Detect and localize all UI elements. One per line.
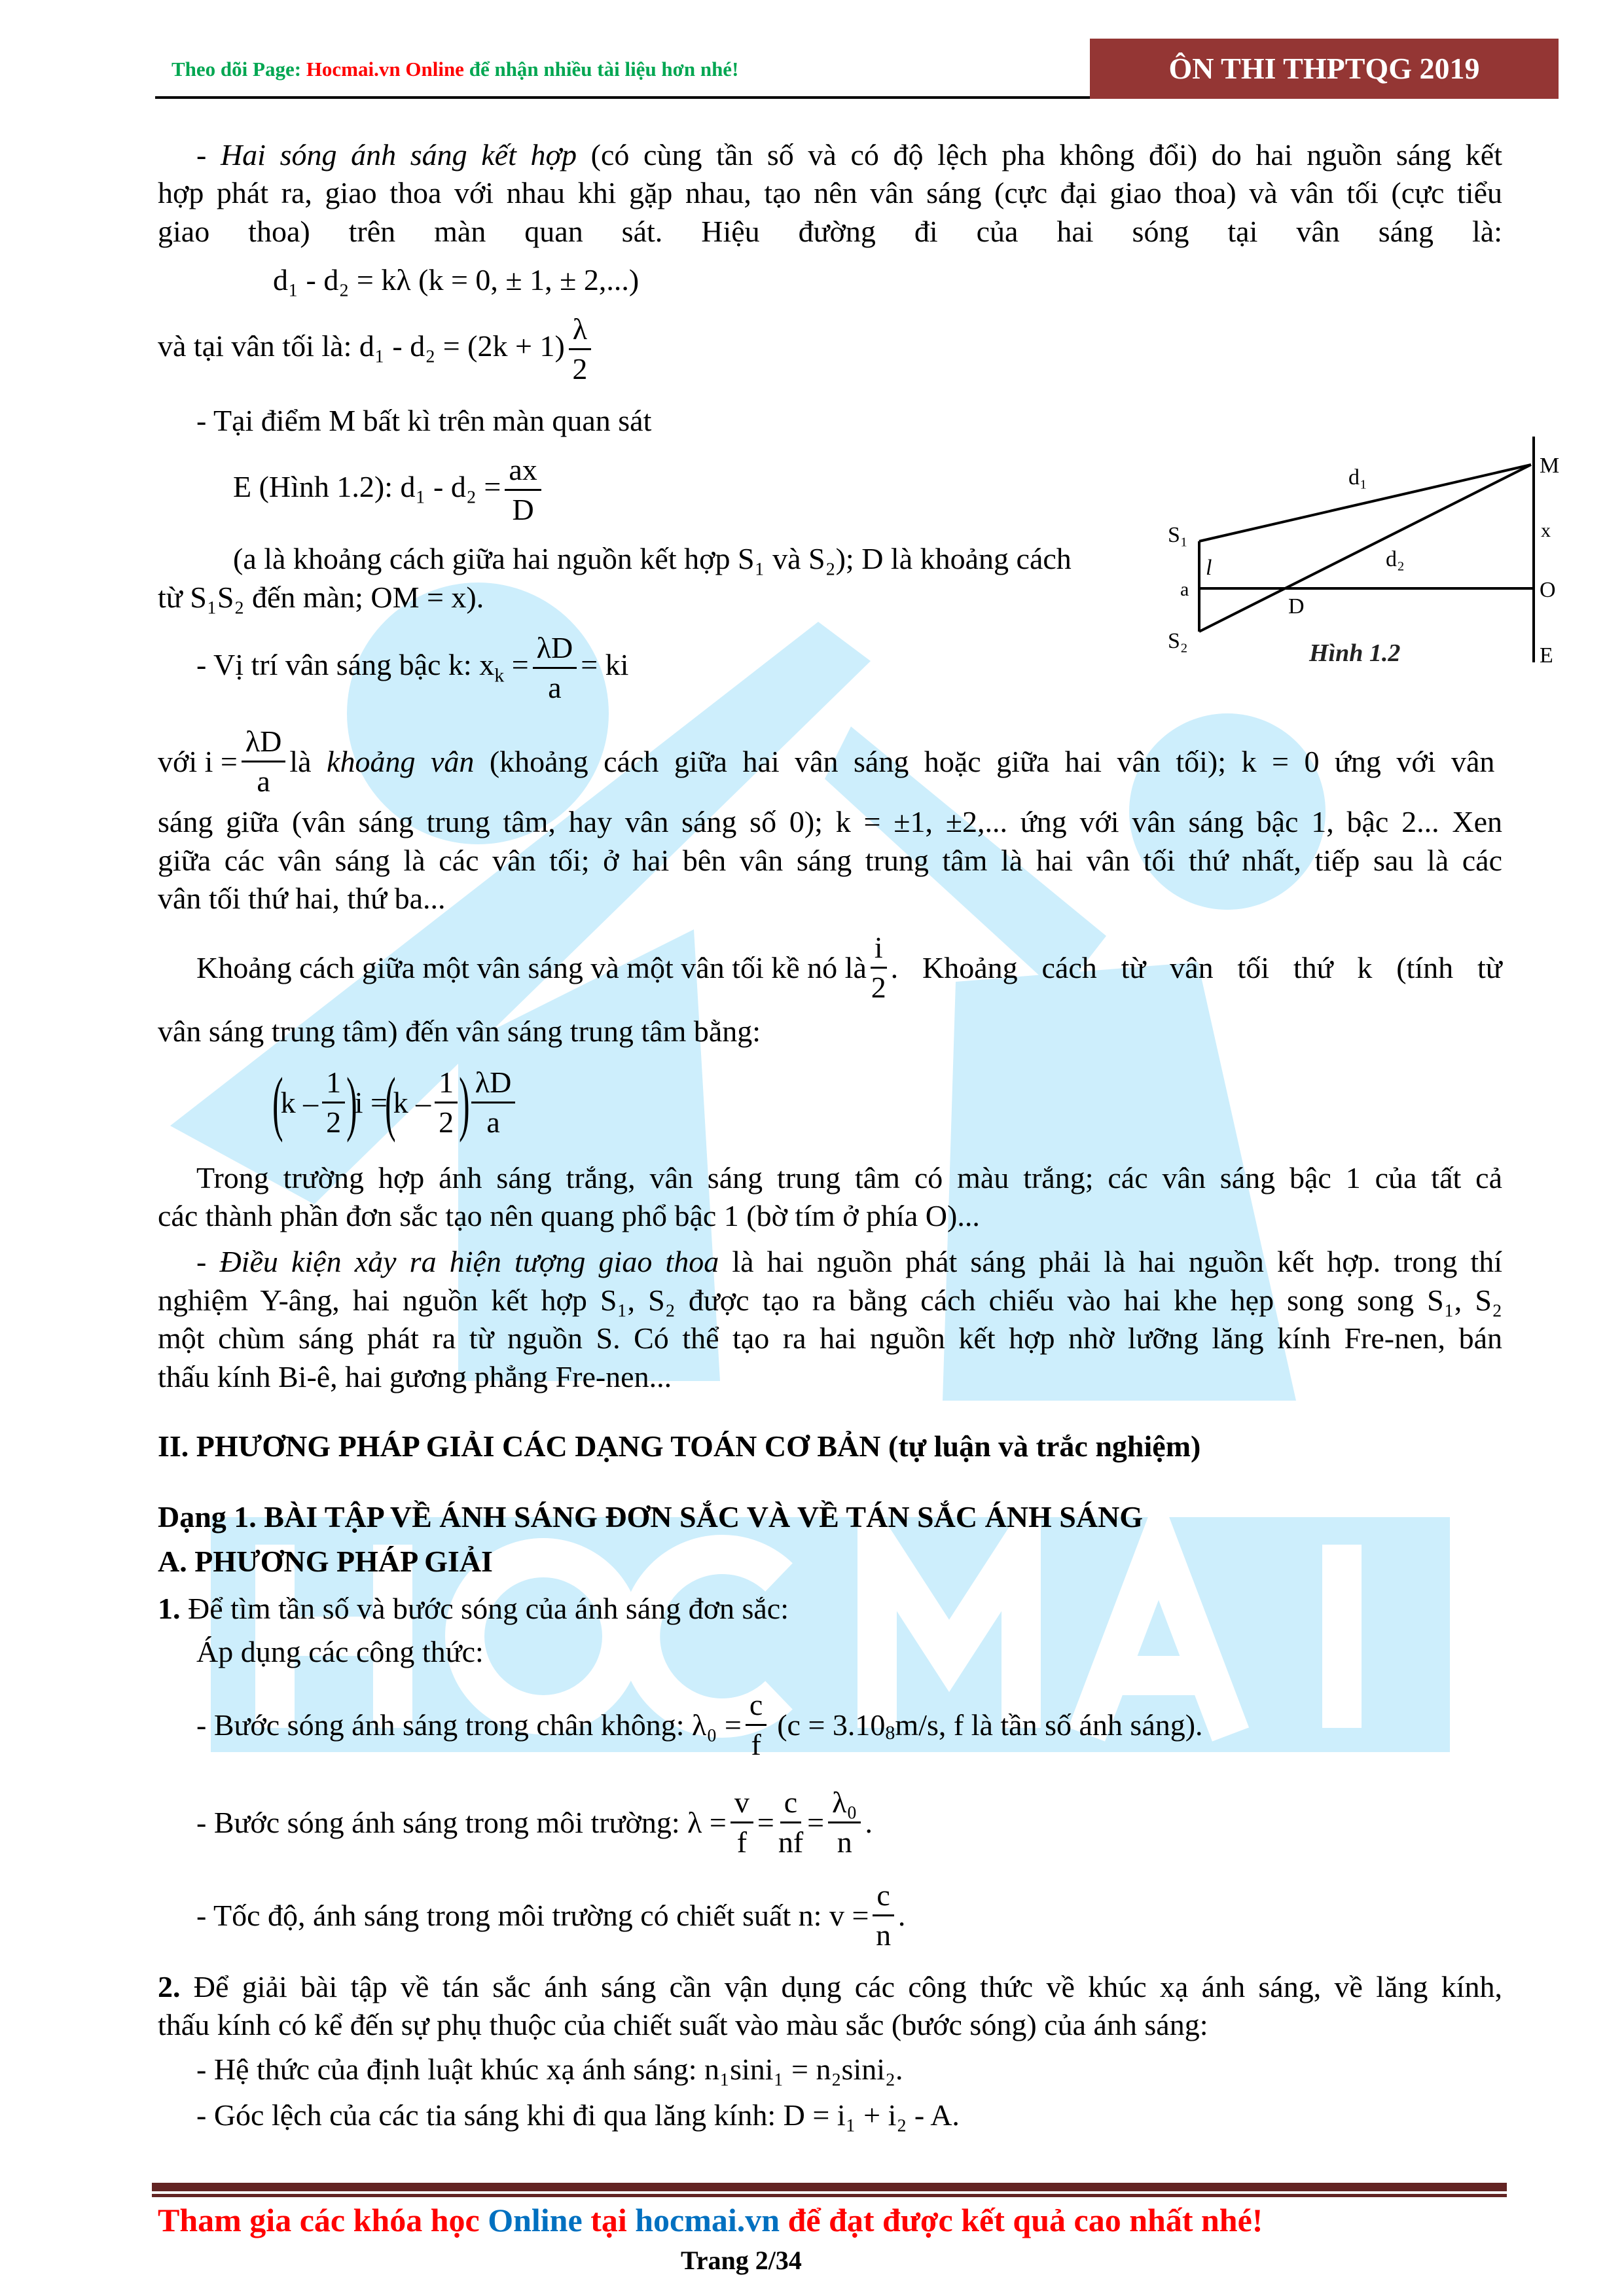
denominator: a — [548, 671, 562, 704]
p7-line3: một chùm sáng phát ra từ nguồn S. Có thể tạo ra hai nguồn kết hợp nhờ lưỡng lăng kính Fre-nen, bán — [158, 1321, 1502, 1355]
text: là — [289, 744, 327, 778]
numerator: λ₀ — [828, 1784, 861, 1823]
fraction — [778, 1784, 803, 1861]
numerator: 1 — [435, 1064, 458, 1103]
p5-line1 — [196, 929, 1503, 1007]
numerator: i — [871, 929, 887, 969]
text: - Tốc độ, ánh sáng trong môi trường có chiết suất n: v = — [196, 1898, 869, 1932]
text: với i = — [158, 744, 238, 778]
term-fringe-spacing: khoảng vân — [327, 744, 475, 778]
p5-line2: vân sáng trung tâm) đến vân sáng trung tâm bằng: — [158, 1014, 761, 1048]
fraction — [505, 451, 541, 529]
term-interference-condition: - Điều kiện xảy ra hiện tượng giao thoa — [196, 1245, 719, 1278]
numerator: λD — [471, 1064, 516, 1103]
label-m: M — [1540, 454, 1560, 478]
p1-line1 — [196, 137, 1503, 173]
fraction — [322, 1064, 345, 1141]
text: và tại vân tối là: d₁ - d₂ = (2k + 1) — [158, 329, 565, 363]
footer-rule-thin — [152, 2194, 1507, 2197]
dang1-heading: Dạng 1. BÀI TẬP VỀ ÁNH SÁNG ĐƠN SẮC VÀ VỀ TÁN SẮC ÁNH SÁNG — [158, 1500, 1144, 1534]
text: Tham gia các khóa học — [158, 2202, 488, 2238]
text: k – — [393, 1085, 431, 1119]
fraction — [435, 1064, 458, 1141]
text: - Vị trí vân sáng bậc k: x — [196, 648, 495, 682]
denominator: 2 — [871, 971, 886, 1004]
p2-note1: (a là khoảng cách giữa hai nguồn kết hợp S₁ và S₂); D là khoảng cách — [233, 542, 1072, 575]
text: Để tìm tần số và bước sóng của ánh sáng đơn sắc: — [180, 1592, 789, 1625]
text: = — [757, 1805, 774, 1839]
fraction — [731, 1784, 753, 1861]
denominator: nf — [778, 1825, 804, 1859]
label-d: D — [1288, 594, 1305, 619]
fraction — [569, 310, 591, 388]
text: (khoảng cách giữa hai vân sáng hoặc giữa hai vân tối); k = 0 ứng với vân — [474, 744, 1495, 778]
label-s2: S₂ — [1168, 629, 1188, 653]
item1 — [158, 1590, 789, 1627]
text — [289, 744, 1503, 780]
follow-suffix: để nhận nhiều tài liệu hơn nhé! — [463, 58, 739, 81]
paren-open: ( — [272, 1062, 283, 1143]
formula-vacuum-wavelength — [196, 1686, 1203, 1764]
text: - Bước sóng ánh sáng trong chân không: λ₀ = — [196, 1708, 742, 1742]
header-rule — [155, 96, 1090, 99]
p1-line3: giao thoa) trên màn quan sát. Hiệu đường đi của hai sóng tại vân sáng là: — [158, 215, 1502, 248]
denominator: a — [486, 1105, 500, 1139]
label-d2: d₂ — [1386, 547, 1405, 571]
p4-line4: vân tối thứ hai, thứ ba... — [158, 882, 446, 915]
formula-light-speed — [196, 1876, 905, 1954]
numerator: λD — [533, 629, 577, 669]
p6-line1: Trong trường hợp ánh sáng trắng, vân sáng trung tâm có màu trắng; các vân sáng bậc 1 của tất cả — [196, 1161, 1502, 1194]
text: (c = 3.10 — [777, 1708, 886, 1742]
text: k – — [280, 1085, 319, 1119]
paren-close: ) — [346, 1062, 357, 1143]
text: Online — [488, 2202, 583, 2238]
p2-note2: từ S₁S₂ đến màn; OM = x). — [158, 581, 484, 614]
item-number: 1. — [158, 1592, 181, 1625]
p6-line2: các thành phần đơn sắc tạo nên quang phổ bậc 1 (bờ tím ở phía O)... — [158, 1199, 980, 1232]
fraction — [871, 929, 887, 1007]
text: = ki — [581, 648, 629, 682]
formula-dark-fringe-distance — [272, 1062, 519, 1143]
formula-medium-wavelength — [196, 1784, 873, 1861]
numerator: c — [746, 1686, 767, 1726]
numerator: c — [780, 1784, 801, 1823]
formula-path-difference — [233, 451, 545, 529]
text: (có cùng tần số và có độ lệch pha không đổi) do hai nguồn sáng kết — [577, 138, 1502, 171]
denominator: n — [876, 1918, 892, 1952]
formula-dark-fringe — [158, 310, 595, 388]
formula-bright-fringe: d₁ - d₂ = kλ (k = 0, ± 1, ± 2,...) — [273, 263, 640, 296]
label-a: a — [1180, 579, 1189, 600]
numerator: ax — [505, 451, 541, 491]
p7-line1 — [196, 1244, 1503, 1280]
text: = — [807, 1805, 825, 1839]
numerator: 1 — [322, 1064, 345, 1103]
fraction — [533, 629, 577, 707]
superscript: 8 — [885, 1722, 895, 1744]
label-e: E — [1540, 643, 1553, 668]
text: Khoảng cách giữa một vân sáng và một vân tối kề nó là — [196, 950, 867, 984]
p4-line1 — [158, 723, 1503, 800]
denominator: f — [751, 1728, 761, 1761]
fraction — [746, 1686, 767, 1764]
text: - Bước sóng ánh sáng trong môi trường: λ = — [196, 1805, 727, 1839]
item2-line1 — [158, 1969, 1503, 2005]
label-l: l — [1206, 556, 1212, 580]
numerator: v — [731, 1784, 753, 1823]
text: tại — [582, 2202, 636, 2238]
hocmai-link[interactable]: hocmai.vn — [635, 2202, 780, 2238]
text: để đạt được kết quả cao nhất nhé! — [780, 2202, 1263, 2238]
text: m/s, f là tần số ánh sáng). — [895, 1708, 1203, 1742]
method-heading: A. PHƯƠNG PHÁP GIẢI — [158, 1545, 493, 1578]
fraction — [471, 1064, 516, 1141]
footer-promo — [158, 2200, 1263, 2240]
text: Để giải bài tập về tán sắc ánh sáng cần vận dụng các công thức về khúc xạ ánh sáng, về lăng kính, — [180, 1970, 1502, 2003]
denominator: 2 — [326, 1105, 342, 1139]
denominator: 2 — [572, 352, 588, 386]
text: . — [897, 1898, 906, 1932]
item-number: 2. — [158, 1970, 181, 2003]
numerator: c — [873, 1876, 893, 1916]
label-x: x — [1541, 520, 1551, 541]
denominator: n — [837, 1825, 852, 1859]
p4-line2: sáng giữa (vân sáng trung tâm, hay vân sáng số 0); k = ±1, ±2,... ứng với vân sáng bậc 1, bậc 2... Xen — [158, 805, 1502, 838]
header-follow-text — [171, 58, 738, 81]
p4-line3: giữa các vân sáng là các vân tối; ở hai bên vân sáng trung tâm là hai vân tối thứ nhất, tiếp sau là các — [158, 844, 1502, 877]
numerator: λD — [242, 723, 286, 762]
denominator: a — [257, 764, 270, 798]
text: = — [504, 648, 529, 682]
numerator: λ — [569, 310, 591, 350]
text: E (Hình 1.2): d₁ - d₂ = — [233, 470, 501, 504]
formula-bright-position — [196, 629, 628, 707]
p7-line2: nghiệm Y-âng, hai nguồn kết hợp S₁, S₂ được tạo ra bằng cách chiếu vào hai khe hẹp song song S₁, S₂ — [158, 1283, 1502, 1317]
page-number: Trang 2/34 — [681, 2246, 802, 2275]
text: . — [865, 1805, 873, 1839]
prism-deviation: - Góc lệch của các tia sáng khi đi qua lăng kính: D = i₁ + i₂ - A. — [196, 2098, 960, 2132]
label-d1: d₁ — [1348, 465, 1367, 490]
denominator: f — [736, 1825, 748, 1859]
fraction — [873, 1876, 893, 1954]
paren-open: ( — [385, 1062, 396, 1143]
apply-formulas: Áp dụng các công thức: — [196, 1635, 484, 1668]
header-badge: ÔN THI THPTQG 2019 — [1090, 39, 1559, 99]
text: i = — [354, 1085, 388, 1119]
label-o: O — [1540, 578, 1556, 602]
figure-caption: Hình 1.2 — [1309, 639, 1401, 667]
fraction — [242, 723, 286, 800]
p1-line2: hợp phát ra, giao thoa với nhau khi gặp nhau, tạo nên vân sáng (cực đại giao thoa) và vân tối (cực tiểu — [158, 176, 1502, 209]
text: là hai nguồn phát sáng phải là hai nguồn kết hợp. trong thí — [719, 1245, 1502, 1278]
term-coherent-waves: - Hai sóng ánh sáng kết hợp — [196, 138, 577, 171]
p2-line1: - Tại điểm M bất kì trên màn quan sát — [196, 404, 652, 437]
refraction-law: - Hệ thức của định luật khúc xạ ánh sáng: n₁sini₁ = n₂sini₂. — [196, 2053, 903, 2086]
footer-rule — [152, 2183, 1507, 2191]
fraction — [828, 1784, 861, 1861]
denominator: D — [512, 493, 534, 526]
paren-close: ) — [459, 1062, 470, 1143]
item2-line2: thấu kính có kể đến sự phụ thuộc của chiết suất vào màu sắc (bước sóng) của ánh sáng: — [158, 2008, 1208, 2041]
text: . Khoảng cách từ vân tối thứ k (tính từ — [890, 950, 1502, 984]
follow-prefix: Theo dõi Page: — [171, 58, 306, 81]
denominator: 2 — [439, 1105, 454, 1139]
follow-brand-link[interactable]: Hocmai.vn Online — [306, 58, 464, 81]
section-heading: II. PHƯƠNG PHÁP GIẢI CÁC DẠNG TOÁN CƠ BẢN (tự luận và trắc nghiệm) — [158, 1429, 1201, 1463]
subscript: k — [494, 664, 505, 687]
label-s1: S₁ — [1168, 523, 1188, 547]
p7-line4: thấu kính Bi-ê, hai gương phẳng Fre-nen... — [158, 1360, 672, 1393]
